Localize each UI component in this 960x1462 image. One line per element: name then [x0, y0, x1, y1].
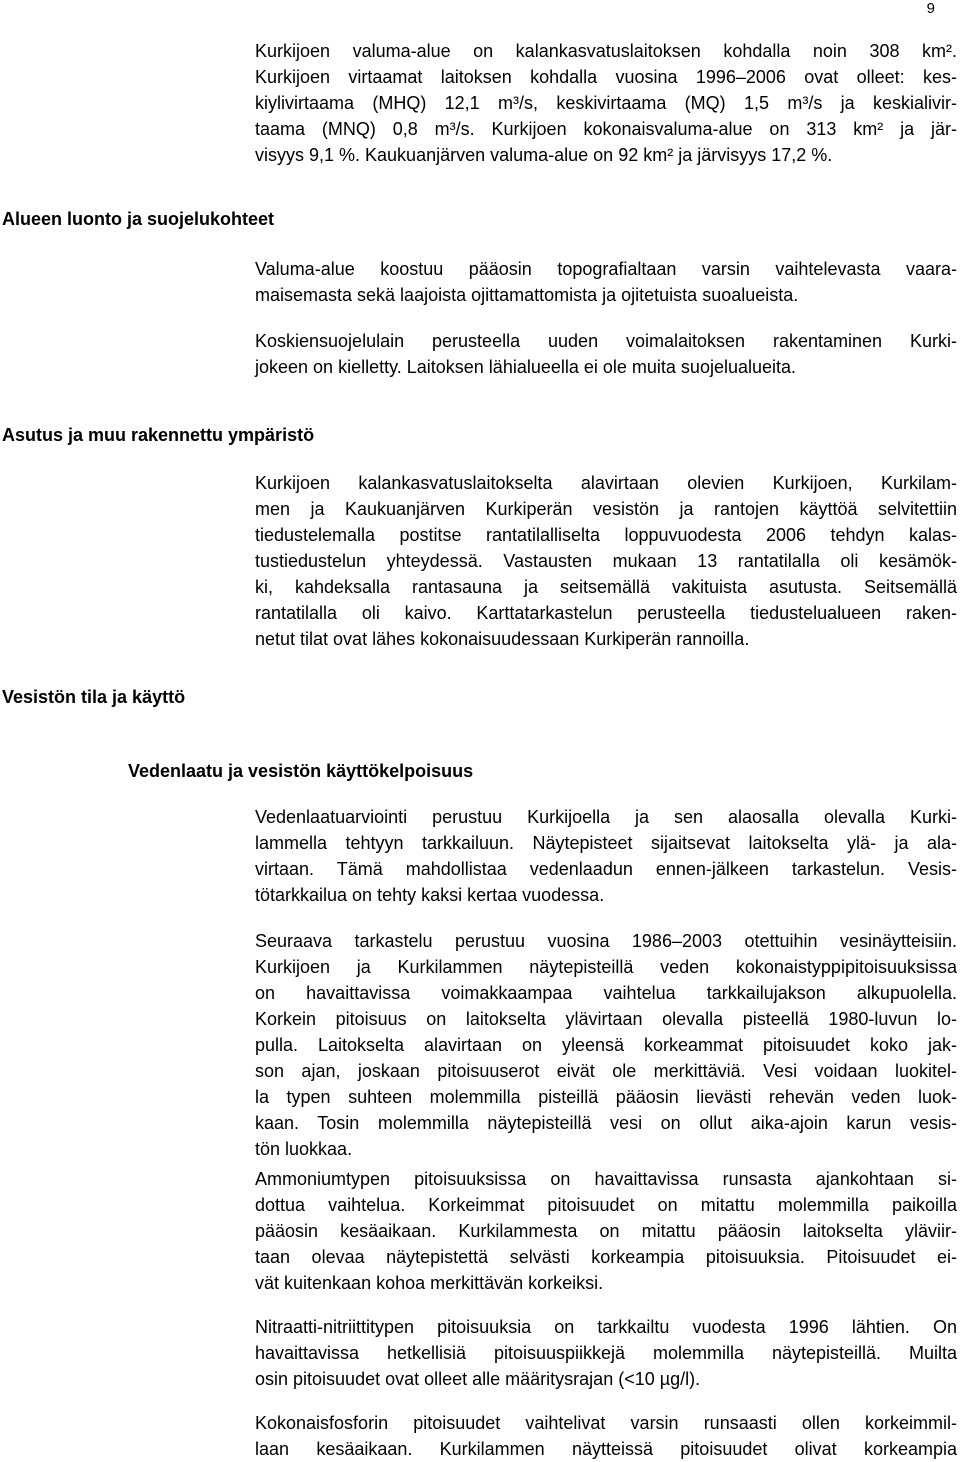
text-line: tiedustelemalla postitse rantatilalliselta loppuvuodesta 2006 tehdyn kalas-	[255, 525, 957, 545]
text-line: kaan. Tosin molemmilla näytepisteillä vesi on ollut aika-ajoin karun vesis-	[255, 1113, 957, 1133]
page-number: 9	[926, 0, 935, 17]
text-line: Kurkijoen kalankasvatuslaitokselta alavirtaan olevien Kurkijoen, Kurkilam-	[255, 473, 957, 493]
text-line: Valuma-alue koostuu pääosin topografialtaan varsin vaihtelevasta vaara-	[255, 259, 957, 279]
water-paragraph-5	[255, 1410, 957, 1462]
water-paragraph-1	[255, 804, 957, 908]
text-line: la typen suhteen molemmilla pisteillä pääosin lievästi rehevän veden luok-	[255, 1087, 957, 1107]
text-line: laan kesäaikaan. Kurkilammen näytteissä pitoisuudet olivat korkeampia	[255, 1439, 957, 1459]
text-line: taama (MNQ) 0,8 m³/s. Kurkijoen kokonaisvaluma-alue on 313 km² ja jär-	[255, 119, 957, 139]
text-line: Kurkijoen ja Kurkilammen näytepisteillä veden kokonaistyppipitoisuuksissa	[255, 957, 957, 977]
text-line: Kurkijoen valuma-alue on kalankasvatuslaitoksen kohdalla noin 308 km².	[255, 41, 957, 61]
water-paragraph-2	[255, 928, 957, 1162]
text-line: rantatilalla oli kaivo. Karttatarkastelun perusteella tiedustelualueen raken-	[255, 603, 957, 623]
text-line: men ja Kaukuanjärven Kurkiperän vesistön ja rantojen käyttöä selvitettiin	[255, 499, 957, 519]
text-line: havaittavissa hetkellisiä pitoisuuspiikkejä molemmilla näytepisteillä. Muilta	[255, 1343, 957, 1363]
text-line: visyys 9,1 %. Kaukuanjärven valuma-alue on 92 km² ja järvisyys 17,2 %.	[255, 145, 833, 165]
nature-paragraph-2	[255, 328, 957, 380]
text-line: Ammoniumtypen pitoisuuksissa on havaittavissa runsasta ajankohtaan si-	[255, 1169, 957, 1189]
text-line: osin pitoisuudet ovat olleet alle määritysrajan (<10 µg/l).	[255, 1369, 701, 1389]
text-line: netut tilat ovat lähes kokonaisuudessaan Kurkiperän rannoilla.	[255, 629, 750, 649]
section-heading-settlement: Asutus ja muu rakennettu ympäristö	[2, 425, 315, 445]
text-line: Kurkijoen virtaamat laitoksen kohdalla vuosina 1996–2006 ovat olleet: kes-	[255, 67, 957, 87]
text-line: maisemasta sekä laajoista ojittamattomista ja ojitetuista suoalueista.	[255, 285, 799, 305]
water-paragraph-3	[255, 1166, 957, 1296]
text-line: Vedenlaatuarviointi perustuu Kurkijoella ja sen alaosalla olevalla Kurki-	[255, 807, 957, 827]
text-line: pääosin kesäaikaan. Kurkilammesta on mitattu pääosin laitokselta yläviir-	[255, 1221, 957, 1241]
settlement-paragraph	[255, 470, 957, 652]
text-line: Koskiensuojelulain perusteella uuden voimalaitoksen rakentaminen Kurki-	[255, 331, 957, 351]
text-line: on havaittavissa voimakkaampaa vaihtelua tarkkailujakson alkupuolella.	[255, 983, 957, 1003]
text-line: tön luokkaa.	[255, 1139, 353, 1159]
intro-paragraph	[255, 38, 957, 168]
subsection-heading-water-quality: Vedenlaatu ja vesistön käyttökelpoisuus	[128, 761, 474, 781]
text-line: Korkein pitoisuus on laitokselta ylävirtaan olevalla pisteellä 1980-luvun lo-	[255, 1009, 957, 1029]
text-line: kiylivirtaama (MHQ) 12,1 m³/s, keskivirtaama (MQ) 1,5 m³/s ja keskialivir-	[255, 93, 957, 113]
text-line: virtaan. Tämä mahdollistaa vedenlaadun ennen-jälkeen tarkastelun. Vesis-	[255, 859, 957, 879]
text-line: ki, kahdeksalla rantasauna ja seitsemällä vakituista asutusta. Seitsemällä	[255, 577, 957, 597]
text-line: lammella tehtyyn tarkkailuun. Näytepisteet sijaitsevat laitokselta ylä- ja ala-	[255, 833, 957, 853]
section-heading-water: Vesistön tila ja käyttö	[2, 687, 186, 707]
text-line: Kokonaisfosforin pitoisuudet vaihtelivat varsin runsaasti ollen korkeimmil-	[255, 1413, 957, 1433]
text-line: jokeen on kielletty. Laitoksen lähialueella ei ole muita suojelualueita.	[255, 357, 797, 377]
text-line: vät kuitenkaan kohoa merkittävän korkeiksi.	[255, 1273, 604, 1293]
text-line: taan olevaa näytepistettä selvästi korkeampia pitoisuuksia. Pitoisuudet ei-	[255, 1247, 957, 1267]
nature-paragraph-1	[255, 256, 957, 308]
text-line: tustiedustelun yhteydessä. Vastausten mukaan 13 rantatilalla oli kesämök-	[255, 551, 957, 571]
water-paragraph-4	[255, 1314, 957, 1392]
text-line: pulla. Laitokselta alavirtaan on yleensä korkeammat pitoisuudet koko jak-	[255, 1035, 957, 1055]
text-line: Seuraava tarkastelu perustuu vuosina 1986–2003 otettuihin vesinäytteisiin.	[255, 931, 957, 951]
text-line: tötarkkailua on tehty kaksi kertaa vuodessa.	[255, 885, 605, 905]
text-line: dottua vaihtelua. Korkeimmat pitoisuudet on mitattu molemmilla paikoilla	[255, 1195, 957, 1215]
text-line: Nitraatti-nitriittitypen pitoisuuksia on tarkkailtu vuodesta 1996 lähtien. On	[255, 1317, 957, 1337]
section-heading-nature: Alueen luonto ja suojelukohteet	[2, 209, 275, 229]
text-line: son ajan, joskaan pitoisuuserot eivät ole merkittäviä. Vesi voidaan luokitel-	[255, 1061, 957, 1081]
